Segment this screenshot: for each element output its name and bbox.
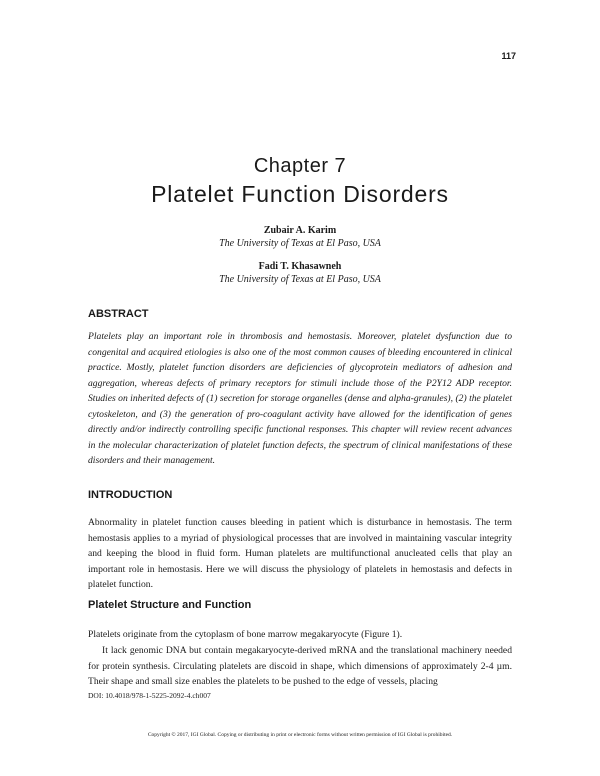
- chapter-title: Platelet Function Disorders: [151, 181, 449, 207]
- abstract-text: Platelets play an important role in thrombosis and hemostasis. Moreover, platelet dysfunction due to congenital and acquired etiologies is also one of the most common causes of bleeding encountered in clinical practice. Mostly, platelet function disorders are deficiencies of glycoprotein mediators of adhesion and aggregation, whereas defects of primary receptors for stimuli include those of the P2Y12 ADP receptor. Studies on inherited defects of (1) secretion for storage organelles (dense and alpha-granules), (2) the platelet cytoskeleton, and (3) the generation of pro-coagulant activity have allowed for the identification of genes directly and/or indirectly controlling specific functional responses. This chapter will review recent advances in the molecular characterization of platelet function defects, the spectrum of clinical manifestations of these disorders and their management.: [88, 331, 512, 466]
- chapter-label: Chapter 7: [253, 155, 347, 177]
- author-affiliation: The University of Texas at El Paso, USA: [219, 238, 381, 249]
- author-name: Fadi T. Khasawneh: [258, 261, 342, 272]
- platelet-structure-heading: Platelet Structure and Function: [88, 599, 252, 611]
- platelet-structure-paragraph: It lack genomic DNA but contain megakaryocyte-derived mRNA and the translational machinery needed for protein synthesis. Circulating platelets are discoid in shape, which dimensions of approximately 2-4 µm. Their shape and small size enables the platelets to be pushed to the edge of vessels, placing: [88, 645, 512, 687]
- author-name: Zubair A. Karim: [263, 225, 337, 236]
- platelet-structure-paragraph: Platelets originate from the cytoplasm of bone marrow megakaryocyte (Figure 1).: [88, 629, 403, 640]
- copyright-notice: Copyright © 2017, IGI Global. Copying or distributing in print or electronic forms without written permission of IGI Global is prohibited.: [147, 732, 453, 738]
- introduction-text: Abnormality in platelet function causes bleeding in patient which is disturbance in hemostasis. The term hemostasis applies to a myriad of physiological processes that are involved in maintaining vascular integrity and keeping the blood in fluid form. Human platelets are multifunctional anucleated cells that play an important role in hemostasis. Here we will discuss the physiology of platelets in hemostasis and defects in platelet function.: [88, 517, 512, 590]
- author-affiliation: The University of Texas at El Paso, USA: [219, 274, 381, 285]
- page-number: 117: [501, 51, 516, 61]
- doi: DOI: 10.4018/978-1-5225-2092-4.ch007: [88, 691, 211, 700]
- abstract-heading: ABSTRACT: [88, 308, 149, 320]
- introduction-heading: INTRODUCTION: [88, 489, 173, 501]
